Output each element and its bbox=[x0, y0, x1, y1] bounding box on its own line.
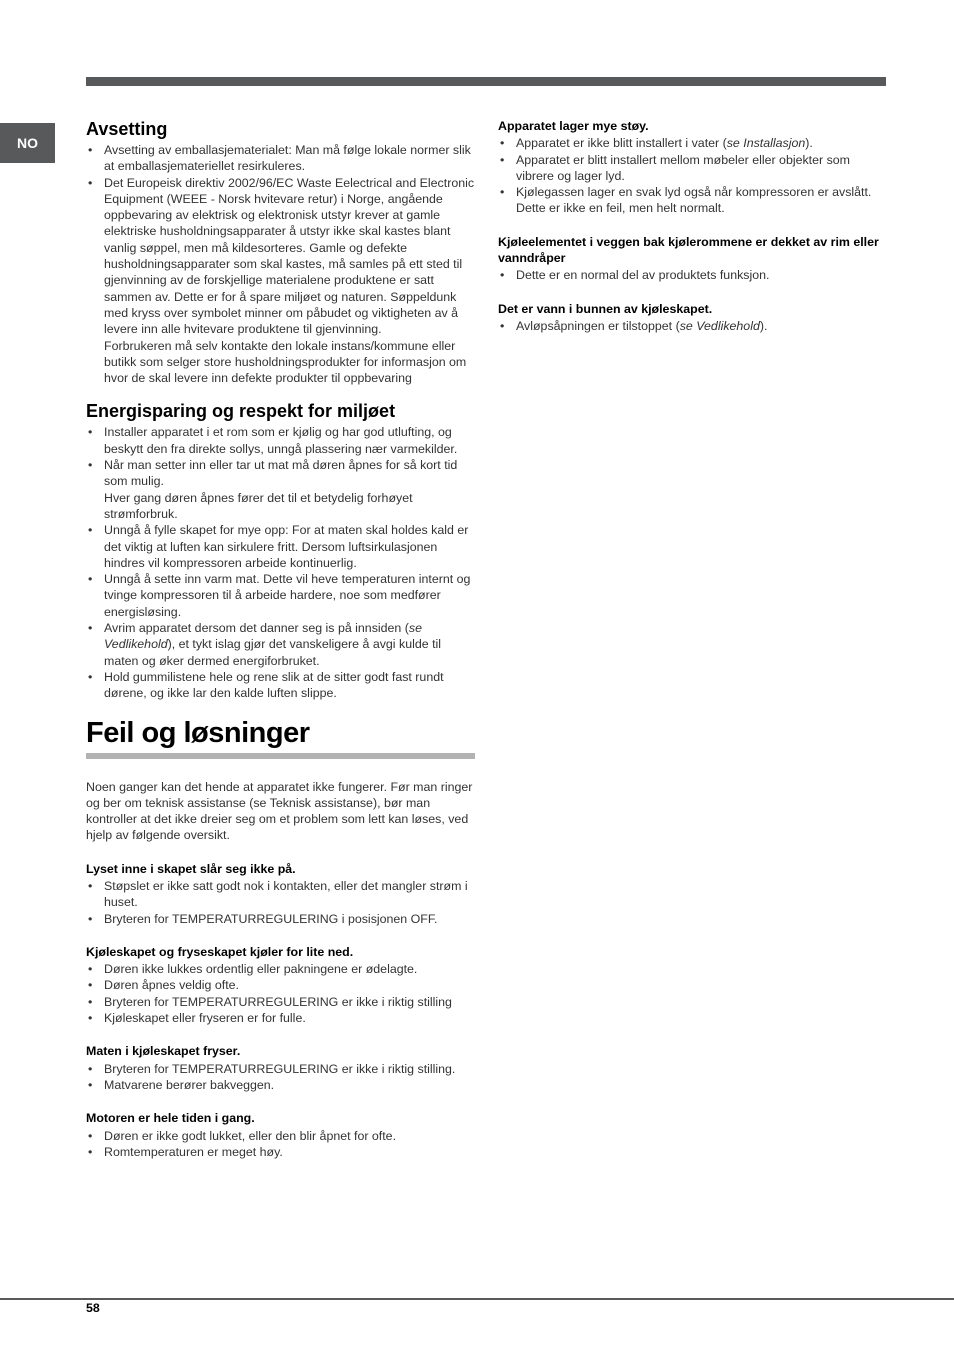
problem-heading: Maten i kjøleskapet fryser. bbox=[86, 1044, 241, 1059]
list-item: • Avsetting av emballasjematerialet: Man må følge lokale normer slik at emballasjemateriellet resirkuleres. bbox=[86, 142, 476, 175]
bullet-list bbox=[498, 135, 883, 216]
section-avsetting bbox=[86, 118, 476, 386]
list-item: • Støpslet er ikke satt godt nok i kontakten, eller det mangler strøm i huset. bbox=[86, 878, 476, 911]
bullet-list bbox=[86, 878, 476, 927]
top-header-bar bbox=[86, 77, 886, 86]
list-item: • Bryteren for TEMPERATURREGULERING i posisjonen OFF. bbox=[86, 911, 476, 927]
list-item: • Når man setter inn eller tar ut mat må døren åpnes for så kort tid som mulig. Hver gang døren åpnes fører det til et betydelig forhøyet strømforbruk. bbox=[86, 457, 476, 522]
list-item: • Kjølegassen lager en svak lyd også når kompressoren er avslått. Dette er ikke en feil, men helt normalt. bbox=[498, 184, 883, 217]
list-item: • Apparatet er blitt installert mellom møbeler eller objekter som vibrere og lager lyd. bbox=[498, 152, 883, 185]
problem-group bbox=[86, 861, 476, 927]
bullet-list bbox=[86, 142, 476, 386]
problem-group bbox=[498, 301, 883, 335]
list-item: • Døren ikke lukkes ordentlig eller pakningene er ødelagte. bbox=[86, 961, 476, 977]
section-energisparing bbox=[86, 400, 476, 701]
list-item: • Døren åpnes veldig ofte. bbox=[86, 977, 476, 993]
problem-heading: Motoren er hele tiden i gang. bbox=[86, 1111, 255, 1126]
problem-group bbox=[498, 118, 883, 217]
bullet-list bbox=[498, 267, 883, 283]
list-item: • Hold gummilistene hele og rene slik at de sitter godt fast rundt dørene, og ikke lar den kalde luften slippe. bbox=[86, 669, 476, 702]
problem-group bbox=[86, 944, 476, 1026]
problem-group bbox=[86, 1043, 476, 1093]
list-item: • Matvarene berører bakveggen. bbox=[86, 1077, 476, 1093]
language-tab: NO bbox=[0, 123, 55, 163]
problem-heading: Det er vann i bunnen av kjøleskapet. bbox=[498, 301, 713, 316]
list-item: • Avløpsåpningen er tilstoppet (se Vedlikehold). bbox=[498, 318, 883, 334]
list-item: • Kjøleskapet eller fryseren er for fulle. bbox=[86, 1010, 476, 1026]
page-number: 58 bbox=[86, 1301, 100, 1315]
list-item: • Dette er en normal del av produktets funksjon. bbox=[498, 267, 883, 283]
bullet-list bbox=[86, 1061, 476, 1094]
list-item: • Unngå å fylle skapet for mye opp: For at maten skal holdes kald er det viktig at luften kan sirkulere fritt. Dersom luftsirkulasjonen hindres vil kompressoren arbeide kontinuerlig. bbox=[86, 522, 476, 571]
cross-reference: se Vedlikehold bbox=[104, 621, 422, 652]
left-column bbox=[86, 118, 476, 1177]
bullet-list bbox=[86, 1128, 476, 1161]
list-item: • Unngå å sette inn varm mat. Dette vil heve temperaturen internt og tvinge kompressoren til å arbeide hardere, noe som medfører energisløsing. bbox=[86, 571, 476, 620]
list-item: • Avrim apparatet dersom det danner seg is på innsiden (se Vedlikehold), et tykt islag gjør det vanskeligere å avgi kulde til maten og øker dermed energiforbruket. bbox=[86, 620, 476, 669]
list-item: • Det Europeisk direktiv 2002/96/EC Waste Eelectrical and Electronic Equipment (WEEE - Norsk hvitevare retur) i Norge, angående oppbevaring av elektrisk og elektronisk utstyr krever at gamle elektriske husholdningsapparater å utstyr ikke skal kastes blant vanlig søppel, men må kildesorteres. Gamle og defekte husholdningsapparater som skal kastes, må samles på ett sted til gjenvinning av de forskjellige materialene produktene er satt sammen av. Dette er for å spare miljøet og naturen. Søppeldunk med kryss over symbolet minner om påbudet og viktigheten av å levere inn alle hvitevare produktene til gjenvinning. Forbrukeren må selv kontakte den lokale instans/kommune eller butikk som selger store husholdningsprodukter for informasjon om hvor de skal levere inn defekte produkter til oppbevaring bbox=[86, 175, 476, 387]
problem-group bbox=[86, 1110, 476, 1160]
section-title: Energisparing og respekt for miljøet bbox=[86, 401, 396, 422]
list-item: • Døren er ikke godt lukket, eller den blir åpnet for ofte. bbox=[86, 1128, 476, 1144]
section-title: Avsetting bbox=[86, 119, 168, 139]
problem-heading: Apparatet lager mye støy. bbox=[498, 119, 649, 133]
problem-heading: Lyset inne i skapet slår seg ikke på. bbox=[86, 861, 296, 876]
bullet-list bbox=[498, 318, 883, 334]
cross-reference: se Installasjon bbox=[726, 136, 806, 151]
list-item: • Bryteren for TEMPERATURREGULERING er ikke i riktig stilling bbox=[86, 994, 476, 1010]
bullet-list bbox=[86, 961, 476, 1026]
right-column bbox=[498, 118, 883, 351]
chapter-title-rule bbox=[86, 753, 475, 759]
list-item: • Installer apparatet i et rom som er kjølig og har god utlufting, og beskytt den fra direkte sollys, unngå plassering nær varmekilder. bbox=[86, 424, 476, 457]
cross-reference: se Vedlikehold bbox=[679, 318, 760, 333]
problem-heading: Kjøleelementet i veggen bak kjølerommene er dekket av rim eller vanndråper bbox=[498, 234, 879, 266]
problem-heading: Kjøleskapet og fryseskapet kjøler for lite ned. bbox=[86, 944, 354, 959]
chapter-title: Feil og løsninger bbox=[86, 716, 310, 749]
list-item: • Bryteren for TEMPERATURREGULERING er ikke i riktig stilling. bbox=[86, 1061, 476, 1077]
footer-rule bbox=[0, 1298, 954, 1300]
list-item: • Romtemperaturen er meget høy. bbox=[86, 1144, 476, 1160]
problem-group bbox=[498, 234, 883, 284]
bullet-list bbox=[86, 424, 476, 701]
intro-paragraph: Noen ganger kan det hende at apparatet ikke fungerer. Før man ringer og ber om teknisk assistanse (se Teknisk assistanse), bør man kontroller at det ikke dreier seg om et problem som lett kan løses, ved hjelp av følgende oversikt. bbox=[86, 779, 473, 843]
list-item: • Apparatet er ikke blitt installert i vater (se Installasjon). bbox=[498, 135, 883, 151]
